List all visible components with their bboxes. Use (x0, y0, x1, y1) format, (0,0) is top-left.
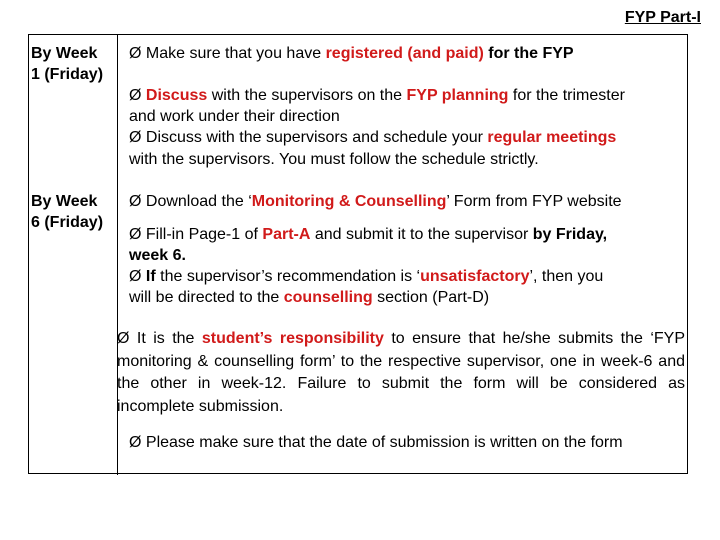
arrow-bullet-icon: Ø (129, 268, 142, 285)
bullet-schedule-meetings-line2: with the supervisors. You must follow the schedule strictly. (129, 151, 539, 168)
bullet-fill-in-part-a-line2: week 6. (129, 247, 186, 264)
submission-date-note: Ø Please make sure that the date of submission is written on the form (129, 434, 623, 451)
arrow-bullet-icon: Ø (129, 129, 142, 146)
responsibility-note: Ø It is the student’s responsibility to ensure that he/she submits the ‘FYP monitoring & counselling form’ to the respective supervisor, one in week-6 and the other in week-12. Failure to submit the form will be considered as incomplete submission. (117, 330, 686, 415)
arrow-bullet-icon: Ø (129, 45, 142, 62)
bullet-fill-in-part-a: Ø Fill-in Page-1 of Part-A and submit it to the supervisor by Friday, (129, 226, 608, 243)
week-1-label: By Week 1 (Friday) (31, 45, 104, 83)
arrow-bullet-icon: Ø (117, 330, 130, 347)
bullet-unsatisfactory-line2: will be directed to the counselling section (Part-D) (129, 289, 490, 306)
page-title: FYP Part-I (624, 9, 701, 26)
arrow-bullet-icon: Ø (129, 87, 142, 104)
bullet-register: Ø Make sure that you have registered (and paid) for the FYP (129, 45, 574, 62)
bullet-discuss-planning: Ø Discuss with the supervisors on the FYP planning for the trimester (129, 87, 625, 104)
bullet-download-form: Ø Download the ‘Monitoring & Counselling’ Form from FYP website (129, 193, 622, 210)
bullet-discuss-planning-line2: and work under their direction (129, 108, 340, 125)
arrow-bullet-icon: Ø (129, 193, 142, 210)
bullet-unsatisfactory: Ø If the supervisor’s recommendation is ‘unsatisfactory’, then you (129, 268, 604, 285)
arrow-bullet-icon: Ø (129, 226, 142, 243)
arrow-bullet-icon: Ø (129, 434, 142, 451)
bullet-schedule-meetings: Ø Discuss with the supervisors and schedule your regular meetings (129, 129, 617, 146)
week-6-label: By Week 6 (Friday) (31, 193, 104, 231)
